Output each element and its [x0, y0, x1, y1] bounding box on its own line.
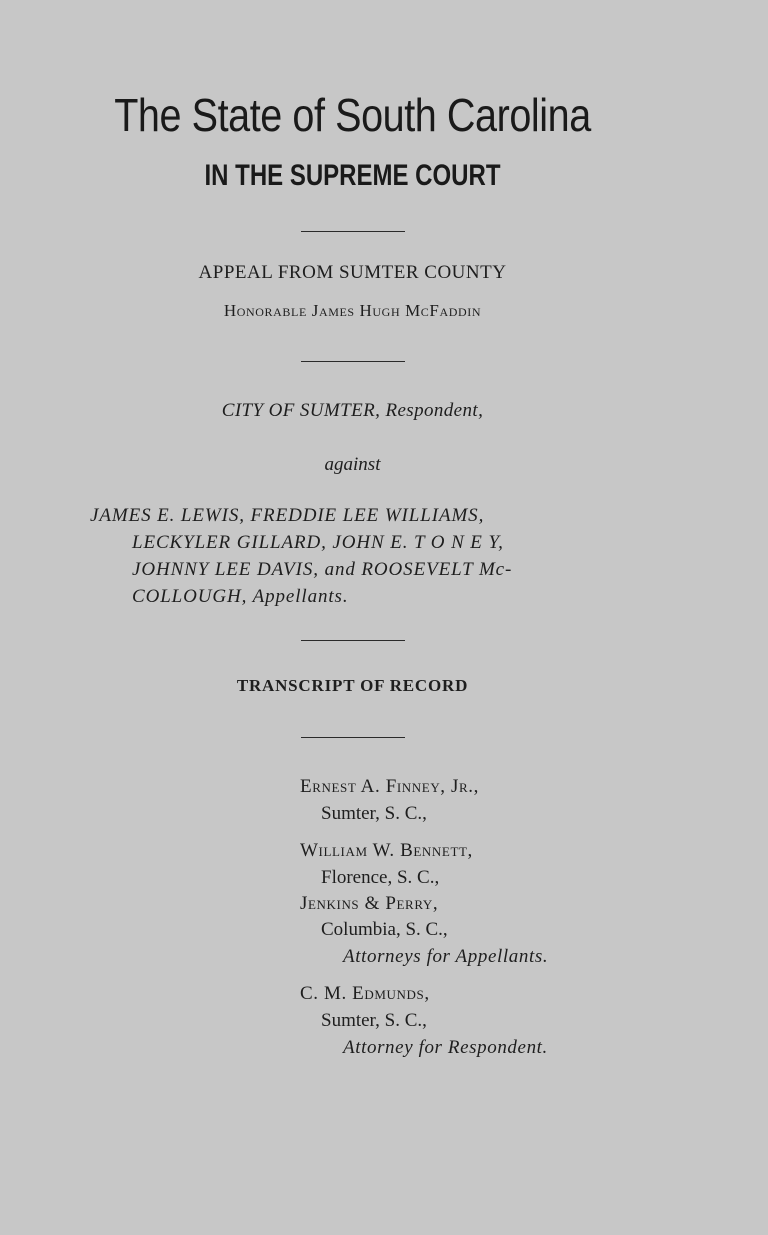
divider	[301, 361, 405, 362]
counsel-city: Sumter, S. C.,	[321, 803, 427, 824]
counsel-name: Jenkins & Perry,	[300, 893, 439, 914]
appellants-line: JAMES E. LEWIS, FREDDIE LEE WILLIAMS,	[90, 505, 485, 526]
divider	[301, 231, 405, 232]
state-title: The State of South Carolina	[114, 89, 591, 141]
appellants-line: JOHNNY LEE DAVIS, and ROOSEVELT Mc-	[132, 559, 513, 580]
appellants-line: LECKYLER GILLARD, JOHN E. T O N E Y,	[132, 532, 504, 553]
counsel-name: Ernest A. Finney, Jr.,	[300, 776, 479, 797]
counsel-city: Columbia, S. C.,	[321, 919, 448, 940]
judge-name: Honorable James Hugh McFaddin	[223, 301, 482, 320]
counsel-city: Florence, S. C.,	[321, 867, 440, 888]
appeal-line: APPEAL FROM SUMTER COUNTY	[198, 262, 507, 283]
versus-word: against	[324, 454, 381, 475]
document-type: TRANSCRIPT OF RECORD	[236, 676, 469, 695]
court-title: IN THE SUPREME COURT	[204, 159, 501, 192]
respondent-party: CITY OF SUMTER, Respondent,	[221, 400, 484, 421]
counsel-role: Attorney for Respondent.	[343, 1037, 548, 1058]
divider	[301, 737, 405, 738]
counsel-name: C. M. Edmunds,	[300, 983, 430, 1004]
counsel-role: Attorneys for Appellants.	[343, 946, 549, 967]
appellants-line: COLLOUGH, Appellants.	[132, 586, 349, 607]
counsel-name: William W. Bennett,	[300, 840, 473, 861]
counsel-city: Sumter, S. C.,	[321, 1010, 427, 1031]
divider	[301, 640, 405, 641]
